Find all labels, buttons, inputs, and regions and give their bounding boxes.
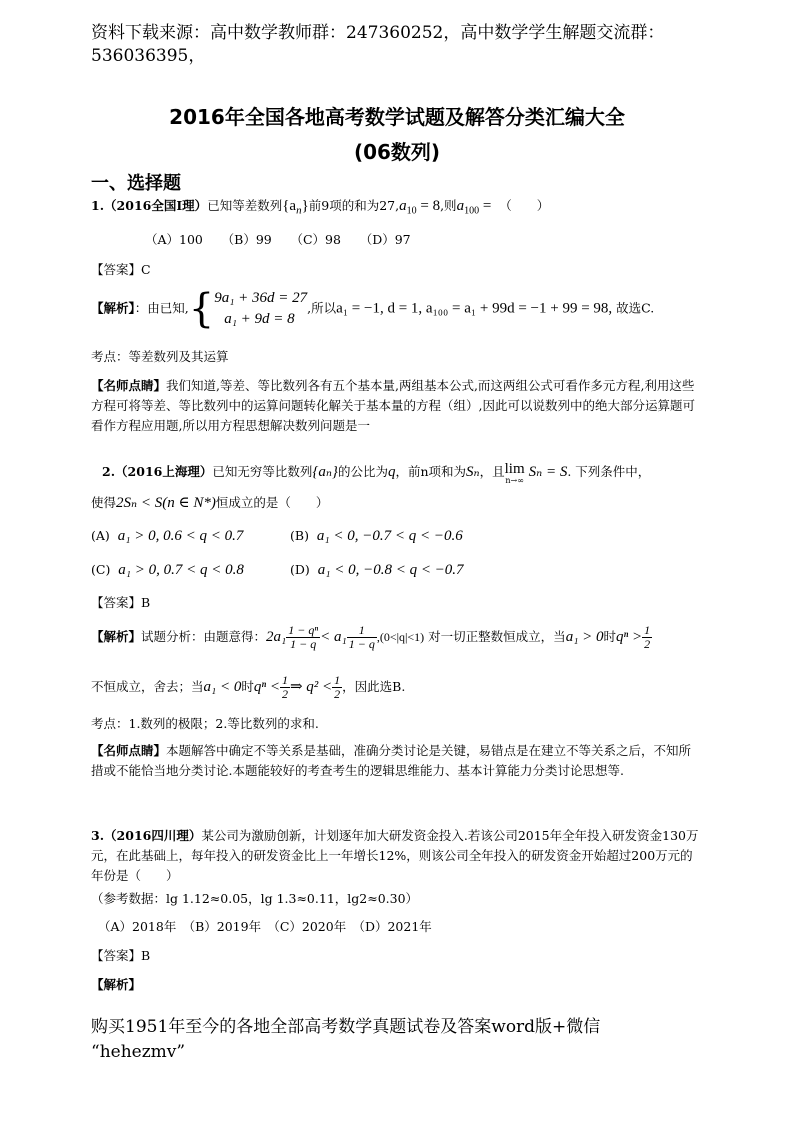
- q2-option-d: (D) a₁ < 0, −0.8 < q < −0.7: [290, 562, 464, 578]
- q1-answer: 【答案】C: [91, 262, 151, 277]
- q3-reference-data: （参考数据：lg 1.12≈0.05，lg 1.3≈0.11，lg2≈0.30）: [91, 891, 419, 906]
- document-subtitle: (06数列): [353, 140, 441, 164]
- q3-solution-label: 【解析】: [91, 977, 142, 992]
- q3-number: 3.（2016四川理）: [91, 828, 202, 843]
- q1-solution: 【解析】：由已知,{ 9a₁ + 36d = 27 a₁ + 9d = 8 ,所以a₁ = −1, d = 1, a₁₀₀ = a₁ + 99d = −1 + 99 = 98, 故选C.: [91, 286, 655, 332]
- q1-stem: 1.（2016全国Ⅰ理）已知等差数列$\{a_n\}$前9项的和为$27,a_{10} = 8$,则$a_{100}$ = （ ）: [91, 198, 550, 217]
- document-title: 2016年全国各地高考数学试题及解答分类汇编大全: [169, 105, 625, 129]
- q2-option-a: (A) a₁ > 0, 0.6 < q < 0.7: [91, 528, 244, 544]
- q2-stem: 2.（2016上海理）已知无穷等比数列{aₙ}的公比为q，前n项和为Sₙ，且 lim n→∞ Sₙ = S. 下列条件中，: [102, 461, 651, 485]
- fraction: $\frac{1}{2}$: [281, 673, 288, 701]
- q1-topic: 考点：等差数列及其运算: [91, 349, 229, 364]
- q2-option-c: (C) a₁ > 0, 0.7 < q < 0.8: [91, 562, 244, 578]
- q1-options: （A）100 （B）99 （C）98 （D）97: [145, 232, 411, 247]
- q2-teacher-note: 【名师点睛】本题解答中确定不等关系是基础，准确分类讨论是关键，易错点是在建立不等关系之后，不知所措或不能恰当地分类讨论.本题能较好的考查考生的逻辑思维能力、基本计算能力分类讨论思想等.: [91, 743, 692, 778]
- footer-ad-line1: 购买1951年至今的各地全部高考数学真题试卷及答案word版+微信: [91, 1017, 601, 1037]
- q2-topic: 考点：1.数列的极限；2.等比数列的求和.: [91, 716, 319, 731]
- fraction: $\frac{1}{1 - q}$: [348, 623, 375, 651]
- fraction: $\frac{\text{1 − qⁿ}}{1 - q}$: [288, 623, 319, 651]
- source-banner-line1: 资料下载来源：高中数学教师群：247360252，高中数学学生解题交流群：: [91, 23, 665, 43]
- q3-stem: 3.（2016四川理）某公司为激励创新，计划逐年加大研发资金投入.若该公司2015年全年投入研发资金130万元，在此基础上，每年投入的研发资金比上一年增长12%，则该公司全年投入的研发资金开始超过200万元的年份是（ ）: [91, 828, 699, 883]
- q1-teacher-note: 【名师点睛】我们知道,等差、等比数列各有五个基本量,两组基本公式,而这两组公式可看作多元方程,利用这些方程可将等差、等比数列中的运算问题转化解关于基本量的方程（组）,因此可以说数列中的绝大部分运算题可看作方程应用题,所以用方程思想解决数列问题是一: [91, 378, 695, 433]
- q2-solution-line2: 不恒成立，舍去；当a₁ < 0时qⁿ < $\frac{1}{2}$ ⇒ q² < $\frac{1}{2}$ ，因此选B.: [91, 673, 406, 701]
- q2-solution-line1: 【解析】试题分析：由题意得：2a₁ $\frac{\text{1 − qⁿ}}{1 - q}$ < a₁ $\frac{1}{1 - q}$ ,(0<|q|<1) 对一切正整数恒成立，当a₁ > 0时qⁿ > $\frac{1}{2}$: [91, 623, 651, 651]
- q3-options: （A）2018年 （B）2019年 （C）2020年 （D）2021年: [98, 919, 432, 934]
- q1-number: 1.（2016全国Ⅰ理）: [91, 198, 208, 213]
- q2-stem-2: 使得2Sₙ < S(n ∈ N*)恒成立的是（ ）: [91, 495, 329, 511]
- brace-icon: {: [188, 286, 215, 332]
- section-heading: 一、选择题: [91, 173, 181, 194]
- equation-system: 9a₁ + 36d = 27 a₁ + 9d = 8: [214, 290, 308, 327]
- q3-answer: 【答案】B: [91, 948, 151, 963]
- footer-ad-line2: “hehezmv”: [91, 1042, 186, 1062]
- q2-number: 2.（2016上海理）: [102, 464, 213, 479]
- fraction: $\frac{1}{2}$: [644, 623, 651, 651]
- fraction: $\frac{1}{2}$: [334, 673, 341, 701]
- q2-option-b: (B) a₁ < 0, −0.7 < q < −0.6: [290, 528, 463, 544]
- source-banner-line2: 536036395，: [91, 46, 206, 66]
- q2-answer: 【答案】B: [91, 595, 151, 610]
